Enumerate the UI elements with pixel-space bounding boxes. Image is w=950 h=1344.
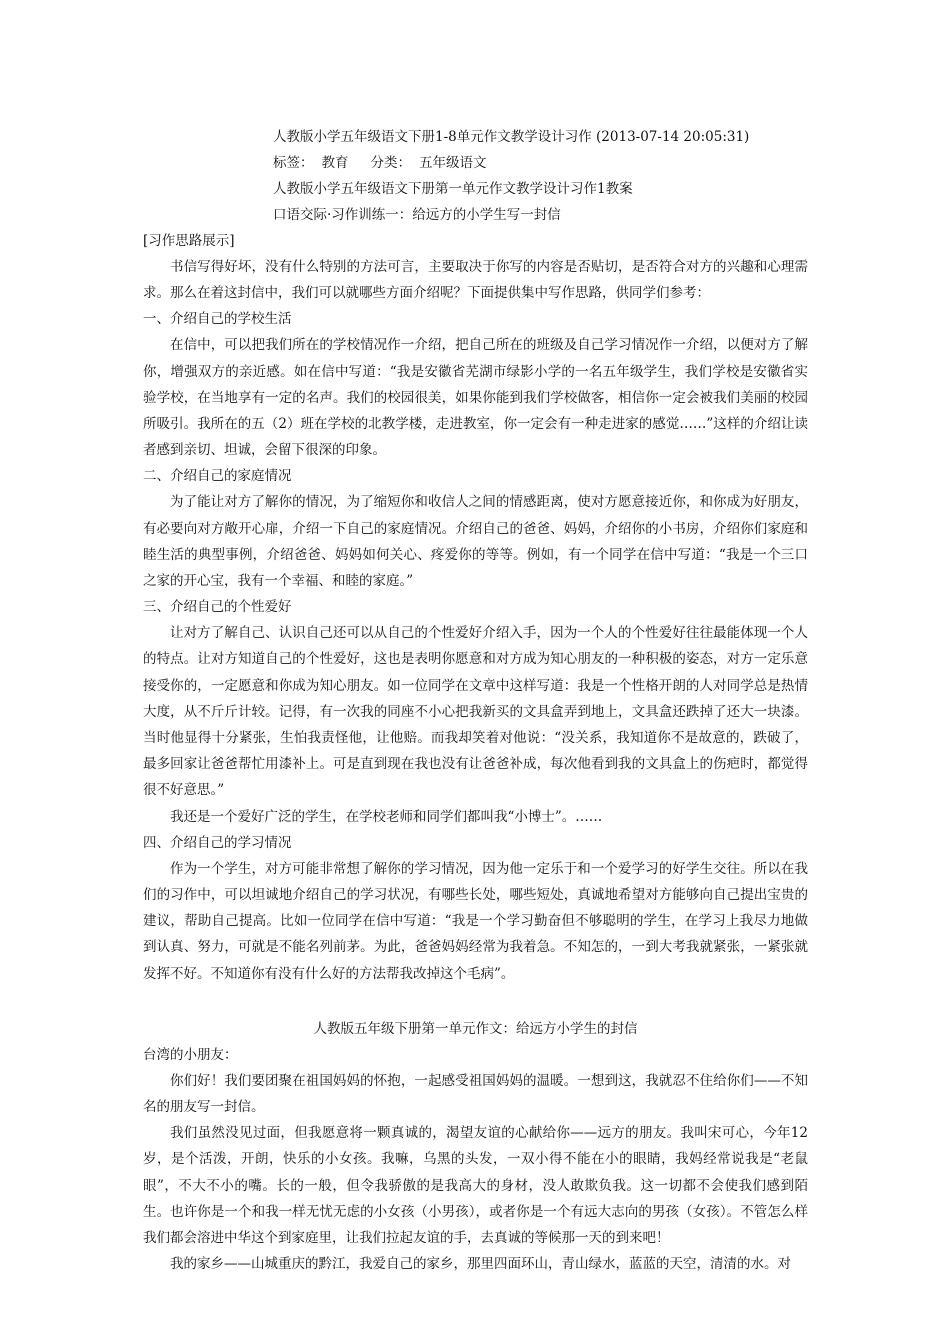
section-bracket: [习作思路展示] bbox=[143, 233, 235, 249]
heading-school-life: 一、介绍自己的学校生活 bbox=[143, 311, 292, 328]
doc-subtitle: 人教版小学五年级语文下册第一单元作文教学设计习作1教案 bbox=[273, 181, 633, 197]
letter-paragraph-3: 我的家乡——山城重庆的黔江，我爱自己的家乡，那里四面环山，青山绿水，蓝蓝的天空，清清的水。对 bbox=[170, 1256, 791, 1273]
doc-meta bbox=[143, 150, 808, 176]
paragraph-hobbies-2: 我还是一个爱好广泛的学生，在学校老师和同学们都叫我“小博士”。…… bbox=[170, 808, 603, 825]
letter-paragraph-2: 我们虽然没见过面，但我愿意将一颗真诚的，渴望友谊的心献给你——远方的朋友。我叫宋可心，今年12岁，是个活泼，开朗，快乐的小女孩。我嘛，乌黑的头发，一双小得不能在小的眼睛，我妈经常说我是“老鼠眼”，不大不小的嘴。长的一般，但令我骄傲的是我高大的身材，没人敢欺负我。这一切都不会使我们感到陌生。也许你是一个和我一样无忧无虑的小女孩（小男孩），或者你是一个有远大志向的男孩（女孩）。不管怎么样我们都会溶进中华这个到家庭里，让我们拉起友谊的手，去真诚的等候那一天的到来吧！ bbox=[143, 1125, 808, 1247]
letter-paragraph-1: 你们好！我们要团聚在祖国妈妈的怀抱，一起感受祖国妈妈的温暖。一想到这，我就忍不住给你们——不知名的朋友写一封信。 bbox=[143, 1072, 808, 1116]
paragraph-family: 为了能让对方了解你的情况，为了缩短你和收信人之间的情感距离，使对方愿意接近你，和你成为好朋友，有必要向对方敞开心扉，介绍一下自己的家庭情况。介绍自己的爸爸、妈妈，介绍你的小书房，介绍你们家庭和睦生活的典型事例，介绍爸爸、妈妈如何关心、疼爱你的等等。例如，有一个同学在信中写道：“我是一个三口之家的开心宝，我有一个幸福、和睦的家庭。” bbox=[143, 494, 808, 590]
paragraph-study: 作为一个学生，对方可能非常想了解你的学习情况，因为他一定乐于和一个爱学习的好学生交往。所以在我们的习作中，可以坦诚地介绍自己的学习状况，有哪些长处，哪些短处，真诚地希望对方能够向自己提出宝贵的建议，帮助自己提高。比如一位同学在信中写道：“我是一个学习勤奋但不够聪明的学生，在学习上我尽力地做到认真、努力，可就是不能名列前茅。为此，爸爸妈妈经常为我着急。不知怎的，一到大考我就紧张，一紧张就发挥不好。不知道你有没有什么好的方法帮我改掉这个毛病”。 bbox=[143, 860, 808, 982]
category-value: 五年级语文 bbox=[419, 155, 487, 171]
tags-label: 标签： bbox=[273, 155, 314, 171]
paragraph-hobbies: 让对方了解自己、认识自己还可以从自己的个性爱好介绍入手，因为一个人的个性爱好往往最能体现一个人的特点。让对方知道自己的个性爱好，这也是表明你愿意和对方成为知心朋友的一种积极的姿态，对方一定乐意接受你的，一定愿意和你成为知心朋友。如一位同学在文章中这样写道：我是一个性格开朗的人对同学总是热情大度，从不斤斤计较。记得，有一次我的同座不小心把我新买的文具盒弄到地上，文具盒还跌掉了还大一块漆。当时他显得十分紧张，生怕我责怪他，让他赔。而我却笑着对他说：“没关系，我知道你不是故意的，跌破了，最多回家让爸爸帮忙用漆补上。可是直到现在我也没有让爸爸补成，每次他看到我的文具盒上的伤疤时，都觉得很不好意思。” bbox=[143, 625, 808, 799]
doc-subtitle-2: 口语交际·习作训练一：给远方的小学生写一封信 bbox=[273, 207, 561, 223]
letter-salutation: 台湾的小朋友： bbox=[143, 1046, 238, 1063]
heading-hobbies: 三、介绍自己的个性爱好 bbox=[143, 599, 292, 616]
doc-title: 人教版小学五年级语文下册1-8单元作文教学设计习作 (2013-07-14 20:05:31) bbox=[273, 129, 750, 145]
heading-family: 二、介绍自己的家庭情况 bbox=[143, 468, 292, 485]
intro-paragraph: 书信写得好坏，没有什么特别的方法可言，主要取决于你写的内容是否贴切，是否符合对方的兴趣和心理需求。那么在着这封信中，我们可以就哪些方面介绍呢？下面提供集中写作思路，供同学们参考： bbox=[143, 259, 808, 302]
document-body bbox=[143, 124, 808, 1278]
paragraph-school-life: 在信中，可以把我们所在的学校情况作一介绍，把自己所在的班级及自己学习情况作一介绍，以便对方了解你，增强双方的亲近感。如在信中写道：“我是安徽省芜湖市绿影小学的一名五年级学生，我们学校是安徽省实验学校，在当地享有一定的名声。我们的校园很美，如果你能到我们学校做客，相信你一定会被我们美丽的校园所吸引。我所在的五（2）班在学校的北教学楼，走进教室，你一定会有一种走进家的感觉……”这样的介绍让读者感到亲切、坦诚，会留下很深的印象。 bbox=[143, 337, 808, 459]
tags-value: 教育 bbox=[321, 155, 349, 171]
category-label: 分类： bbox=[370, 155, 411, 171]
letter-title: 人教版五年级下册第一单元作文：给远方小学生的封信 bbox=[313, 1020, 638, 1037]
heading-study: 四、介绍自己的学习情况 bbox=[143, 834, 292, 851]
